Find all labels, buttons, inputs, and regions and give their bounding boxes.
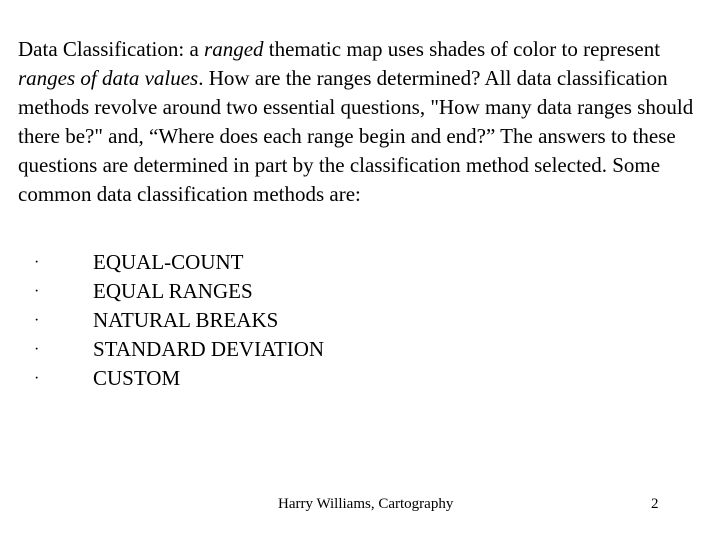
- page-number: 2: [651, 496, 659, 512]
- intro-emphasis-ranges: ranges of data values: [18, 66, 199, 90]
- intro-mid-text: thematic map uses shades of color to represent: [263, 37, 661, 61]
- method-label: EQUAL RANGES: [93, 279, 253, 303]
- bullet-dot-icon: ·: [34, 254, 40, 271]
- method-label: STANDARD DEVIATION: [93, 337, 325, 361]
- intro-lead-text: Data Classification: a: [18, 37, 205, 61]
- bullet-dot-icon: ·: [34, 312, 40, 329]
- bullet-dot-icon: ·: [34, 341, 40, 358]
- method-label: NATURAL BREAKS: [93, 308, 279, 332]
- bullet-dot-icon: ·: [34, 283, 40, 300]
- method-label: EQUAL-COUNT: [93, 250, 244, 274]
- intro-emphasis-ranged: ranged: [204, 37, 264, 61]
- method-label: CUSTOM: [93, 366, 181, 390]
- footer-credit: Harry Williams, Cartography: [278, 496, 454, 512]
- intro-rest-text: . How are the ranges determined? All data classification methods revolve around two essential questions, "How many data ranges should there be?" and, “Where does each range begin and end?” The answers to these questions are determined in part by the classification method selected. Some common data classification methods are:: [18, 66, 694, 206]
- intro-paragraph: [18, 35, 698, 209]
- bullet-dot-icon: ·: [34, 370, 40, 387]
